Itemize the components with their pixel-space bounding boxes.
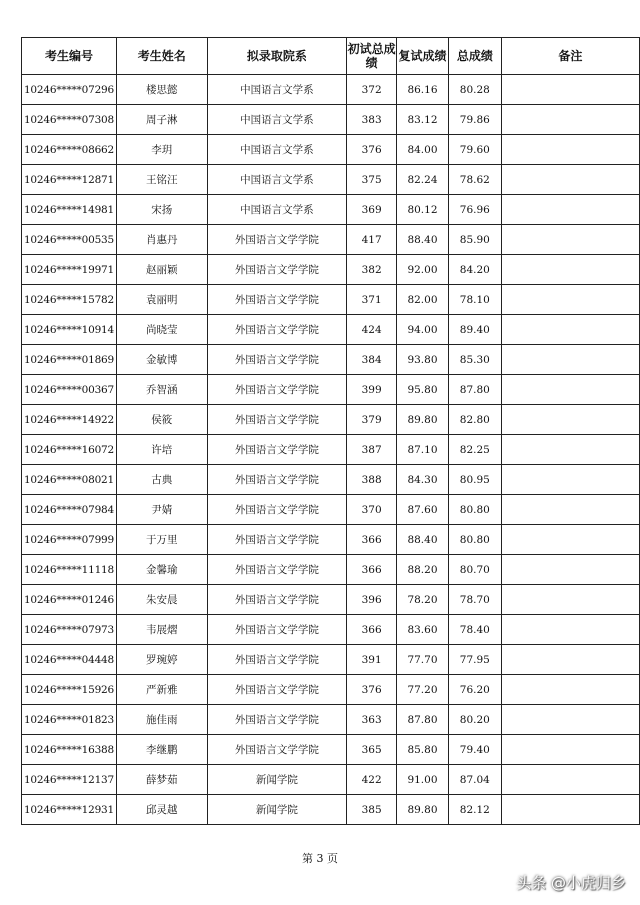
cell-candidate-id: 10246*****01823: [22, 705, 117, 735]
table-body: [22, 75, 640, 825]
cell-candidate-name: 李继鹏: [116, 735, 207, 765]
cell-retest-score: 80.12: [397, 195, 449, 225]
cell-total-score: 78.40: [448, 615, 501, 645]
cell-remark: [501, 255, 639, 285]
cell-candidate-name: 宋扬: [116, 195, 207, 225]
cell-candidate-id: 10246*****12931: [22, 795, 117, 825]
cell-candidate-id: 10246*****16388: [22, 735, 117, 765]
table-row: [22, 585, 640, 615]
cell-remark: [501, 465, 639, 495]
cell-department: 外国语言文学学院: [207, 495, 347, 525]
cell-prelim-score: 382: [347, 255, 397, 285]
cell-candidate-id: 10246*****14922: [22, 405, 117, 435]
cell-remark: [501, 735, 639, 765]
cell-candidate-id: 10246*****15782: [22, 285, 117, 315]
cell-total-score: 79.86: [448, 105, 501, 135]
cell-candidate-id: 10246*****08021: [22, 465, 117, 495]
cell-candidate-name: 尹婧: [116, 495, 207, 525]
cell-department: 外国语言文学学院: [207, 675, 347, 705]
cell-candidate-name: 尚晓莹: [116, 315, 207, 345]
cell-prelim-score: 366: [347, 525, 397, 555]
cell-remark: [501, 645, 639, 675]
cell-candidate-name: 金敏博: [116, 345, 207, 375]
table-row: [22, 345, 640, 375]
cell-retest-score: 84.00: [397, 135, 449, 165]
table-row: [22, 315, 640, 345]
cell-prelim-score: 391: [347, 645, 397, 675]
cell-total-score: 80.20: [448, 705, 501, 735]
cell-retest-score: 91.00: [397, 765, 449, 795]
cell-retest-score: 85.80: [397, 735, 449, 765]
cell-candidate-id: 10246*****00367: [22, 375, 117, 405]
cell-candidate-name: 朱安晨: [116, 585, 207, 615]
cell-department: 外国语言文学学院: [207, 645, 347, 675]
cell-total-score: 80.80: [448, 495, 501, 525]
cell-candidate-id: 10246*****07296: [22, 75, 117, 105]
cell-remark: [501, 435, 639, 465]
cell-candidate-name: 王铭汪: [116, 165, 207, 195]
cell-department: 外国语言文学学院: [207, 255, 347, 285]
cell-department: 新闻学院: [207, 795, 347, 825]
cell-retest-score: 87.60: [397, 495, 449, 525]
cell-department: 中国语言文学系: [207, 195, 347, 225]
cell-department: 外国语言文学学院: [207, 375, 347, 405]
cell-prelim-score: 369: [347, 195, 397, 225]
cell-candidate-id: 10246*****15926: [22, 675, 117, 705]
cell-department: 外国语言文学学院: [207, 735, 347, 765]
cell-retest-score: 92.00: [397, 255, 449, 285]
cell-prelim-score: 366: [347, 615, 397, 645]
cell-prelim-score: 422: [347, 765, 397, 795]
header-department: 拟录取院系: [207, 38, 347, 75]
cell-candidate-name: 邱灵越: [116, 795, 207, 825]
cell-prelim-score: 371: [347, 285, 397, 315]
cell-remark: [501, 375, 639, 405]
table-row: [22, 675, 640, 705]
header-total-score: 总成绩: [448, 38, 501, 75]
cell-candidate-name: 周子淋: [116, 105, 207, 135]
cell-candidate-name: 严新雅: [116, 675, 207, 705]
header-prelim-score: 初试总成绩: [347, 38, 397, 75]
header-retest-score: 复试成绩: [397, 38, 449, 75]
table-row: [22, 495, 640, 525]
cell-retest-score: 88.20: [397, 555, 449, 585]
cell-prelim-score: 385: [347, 795, 397, 825]
cell-candidate-name: 袁丽明: [116, 285, 207, 315]
cell-department: 外国语言文学学院: [207, 525, 347, 555]
table-row: [22, 465, 640, 495]
cell-remark: [501, 765, 639, 795]
cell-prelim-score: 399: [347, 375, 397, 405]
table-row: [22, 615, 640, 645]
cell-candidate-id: 10246*****10914: [22, 315, 117, 345]
cell-prelim-score: 365: [347, 735, 397, 765]
cell-candidate-name: 楼思懿: [116, 75, 207, 105]
cell-prelim-score: 417: [347, 225, 397, 255]
cell-prelim-score: 383: [347, 105, 397, 135]
cell-total-score: 80.95: [448, 465, 501, 495]
cell-remark: [501, 615, 639, 645]
cell-prelim-score: 424: [347, 315, 397, 345]
cell-department: 外国语言文学学院: [207, 585, 347, 615]
cell-prelim-score: 366: [347, 555, 397, 585]
table-row: [22, 225, 640, 255]
cell-total-score: 82.25: [448, 435, 501, 465]
cell-remark: [501, 315, 639, 345]
table-row: [22, 105, 640, 135]
cell-remark: [501, 675, 639, 705]
cell-candidate-id: 10246*****14981: [22, 195, 117, 225]
cell-prelim-score: 376: [347, 135, 397, 165]
cell-candidate-id: 10246*****00535: [22, 225, 117, 255]
cell-retest-score: 95.80: [397, 375, 449, 405]
table-row: [22, 735, 640, 765]
cell-total-score: 78.10: [448, 285, 501, 315]
cell-retest-score: 89.80: [397, 405, 449, 435]
cell-total-score: 78.62: [448, 165, 501, 195]
cell-department: 外国语言文学学院: [207, 615, 347, 645]
table-row: [22, 645, 640, 675]
cell-retest-score: 82.00: [397, 285, 449, 315]
cell-total-score: 77.95: [448, 645, 501, 675]
cell-retest-score: 82.24: [397, 165, 449, 195]
cell-remark: [501, 165, 639, 195]
cell-remark: [501, 795, 639, 825]
cell-total-score: 87.80: [448, 375, 501, 405]
header-remark: 备注: [501, 38, 639, 75]
cell-remark: [501, 345, 639, 375]
cell-department: 中国语言文学系: [207, 105, 347, 135]
table-row: [22, 525, 640, 555]
cell-candidate-name: 肖惠丹: [116, 225, 207, 255]
table-row: [22, 135, 640, 165]
cell-remark: [501, 135, 639, 165]
cell-total-score: 78.70: [448, 585, 501, 615]
cell-candidate-name: 李玥: [116, 135, 207, 165]
table-row: [22, 765, 640, 795]
cell-total-score: 76.96: [448, 195, 501, 225]
cell-prelim-score: 379: [347, 405, 397, 435]
table-row: [22, 795, 640, 825]
table-row: [22, 165, 640, 195]
cell-total-score: 85.90: [448, 225, 501, 255]
cell-total-score: 76.20: [448, 675, 501, 705]
cell-retest-score: 94.00: [397, 315, 449, 345]
header-candidate-id: 考生编号: [22, 38, 117, 75]
cell-department: 外国语言文学学院: [207, 345, 347, 375]
cell-remark: [501, 75, 639, 105]
cell-department: 中国语言文学系: [207, 165, 347, 195]
cell-candidate-name: 金馨瑜: [116, 555, 207, 585]
cell-department: 外国语言文学学院: [207, 465, 347, 495]
cell-candidate-name: 侯筱: [116, 405, 207, 435]
cell-department: 中国语言文学系: [207, 135, 347, 165]
cell-department: 外国语言文学学院: [207, 225, 347, 255]
cell-candidate-id: 10246*****04448: [22, 645, 117, 675]
cell-candidate-id: 10246*****08662: [22, 135, 117, 165]
cell-department: 外国语言文学学院: [207, 705, 347, 735]
cell-total-score: 87.04: [448, 765, 501, 795]
cell-department: 中国语言文学系: [207, 75, 347, 105]
cell-total-score: 80.28: [448, 75, 501, 105]
cell-candidate-id: 10246*****07984: [22, 495, 117, 525]
header-candidate-name: 考生姓名: [116, 38, 207, 75]
table-row: [22, 255, 640, 285]
cell-retest-score: 89.80: [397, 795, 449, 825]
table-row: [22, 705, 640, 735]
cell-candidate-name: 施佳雨: [116, 705, 207, 735]
cell-retest-score: 77.70: [397, 645, 449, 675]
cell-remark: [501, 495, 639, 525]
cell-total-score: 79.60: [448, 135, 501, 165]
cell-candidate-id: 10246*****12137: [22, 765, 117, 795]
cell-remark: [501, 195, 639, 225]
cell-candidate-id: 10246*****07999: [22, 525, 117, 555]
cell-candidate-id: 10246*****01246: [22, 585, 117, 615]
admission-table: [21, 37, 640, 825]
cell-department: 外国语言文学学院: [207, 315, 347, 345]
cell-retest-score: 93.80: [397, 345, 449, 375]
cell-candidate-name: 乔智涵: [116, 375, 207, 405]
cell-prelim-score: 376: [347, 675, 397, 705]
cell-retest-score: 87.10: [397, 435, 449, 465]
cell-retest-score: 83.60: [397, 615, 449, 645]
table-row: [22, 435, 640, 465]
cell-prelim-score: 388: [347, 465, 397, 495]
cell-department: 外国语言文学学院: [207, 405, 347, 435]
cell-remark: [501, 555, 639, 585]
cell-total-score: 80.80: [448, 525, 501, 555]
cell-remark: [501, 225, 639, 255]
cell-candidate-name: 薛梦茹: [116, 765, 207, 795]
cell-total-score: 79.40: [448, 735, 501, 765]
cell-remark: [501, 285, 639, 315]
watermark: 头条 @小虎归乡: [516, 874, 626, 892]
cell-candidate-name: 古典: [116, 465, 207, 495]
cell-prelim-score: 370: [347, 495, 397, 525]
cell-retest-score: 88.40: [397, 525, 449, 555]
cell-prelim-score: 363: [347, 705, 397, 735]
cell-candidate-name: 罗琬婷: [116, 645, 207, 675]
cell-total-score: 80.70: [448, 555, 501, 585]
cell-prelim-score: 372: [347, 75, 397, 105]
cell-department: 外国语言文学学院: [207, 555, 347, 585]
cell-department: 外国语言文学学院: [207, 435, 347, 465]
cell-candidate-id: 10246*****07308: [22, 105, 117, 135]
cell-retest-score: 84.30: [397, 465, 449, 495]
cell-total-score: 82.80: [448, 405, 501, 435]
cell-candidate-id: 10246*****11118: [22, 555, 117, 585]
cell-candidate-id: 10246*****12871: [22, 165, 117, 195]
table-row: [22, 405, 640, 435]
cell-total-score: 84.20: [448, 255, 501, 285]
page-number: 第 3 页: [302, 852, 338, 865]
cell-candidate-name: 许培: [116, 435, 207, 465]
cell-retest-score: 86.16: [397, 75, 449, 105]
cell-candidate-id: 10246*****07973: [22, 615, 117, 645]
cell-total-score: 85.30: [448, 345, 501, 375]
cell-remark: [501, 585, 639, 615]
cell-retest-score: 83.12: [397, 105, 449, 135]
cell-retest-score: 77.20: [397, 675, 449, 705]
cell-prelim-score: 375: [347, 165, 397, 195]
cell-candidate-name: 韦展熠: [116, 615, 207, 645]
cell-prelim-score: 384: [347, 345, 397, 375]
table-row: [22, 285, 640, 315]
table-header-row: [22, 38, 640, 75]
cell-prelim-score: 396: [347, 585, 397, 615]
table-row: [22, 555, 640, 585]
cell-retest-score: 87.80: [397, 705, 449, 735]
cell-prelim-score: 387: [347, 435, 397, 465]
cell-total-score: 82.12: [448, 795, 501, 825]
cell-remark: [501, 105, 639, 135]
cell-candidate-id: 10246*****01869: [22, 345, 117, 375]
cell-candidate-id: 10246*****19971: [22, 255, 117, 285]
cell-remark: [501, 405, 639, 435]
cell-candidate-name: 于万里: [116, 525, 207, 555]
cell-total-score: 89.40: [448, 315, 501, 345]
cell-retest-score: 78.20: [397, 585, 449, 615]
table-row: [22, 375, 640, 405]
cell-remark: [501, 705, 639, 735]
cell-department: 新闻学院: [207, 765, 347, 795]
cell-remark: [501, 525, 639, 555]
table-row: [22, 195, 640, 225]
cell-candidate-id: 10246*****16072: [22, 435, 117, 465]
cell-candidate-name: 赵丽颖: [116, 255, 207, 285]
table-row: [22, 75, 640, 105]
cell-retest-score: 88.40: [397, 225, 449, 255]
cell-department: 外国语言文学学院: [207, 285, 347, 315]
